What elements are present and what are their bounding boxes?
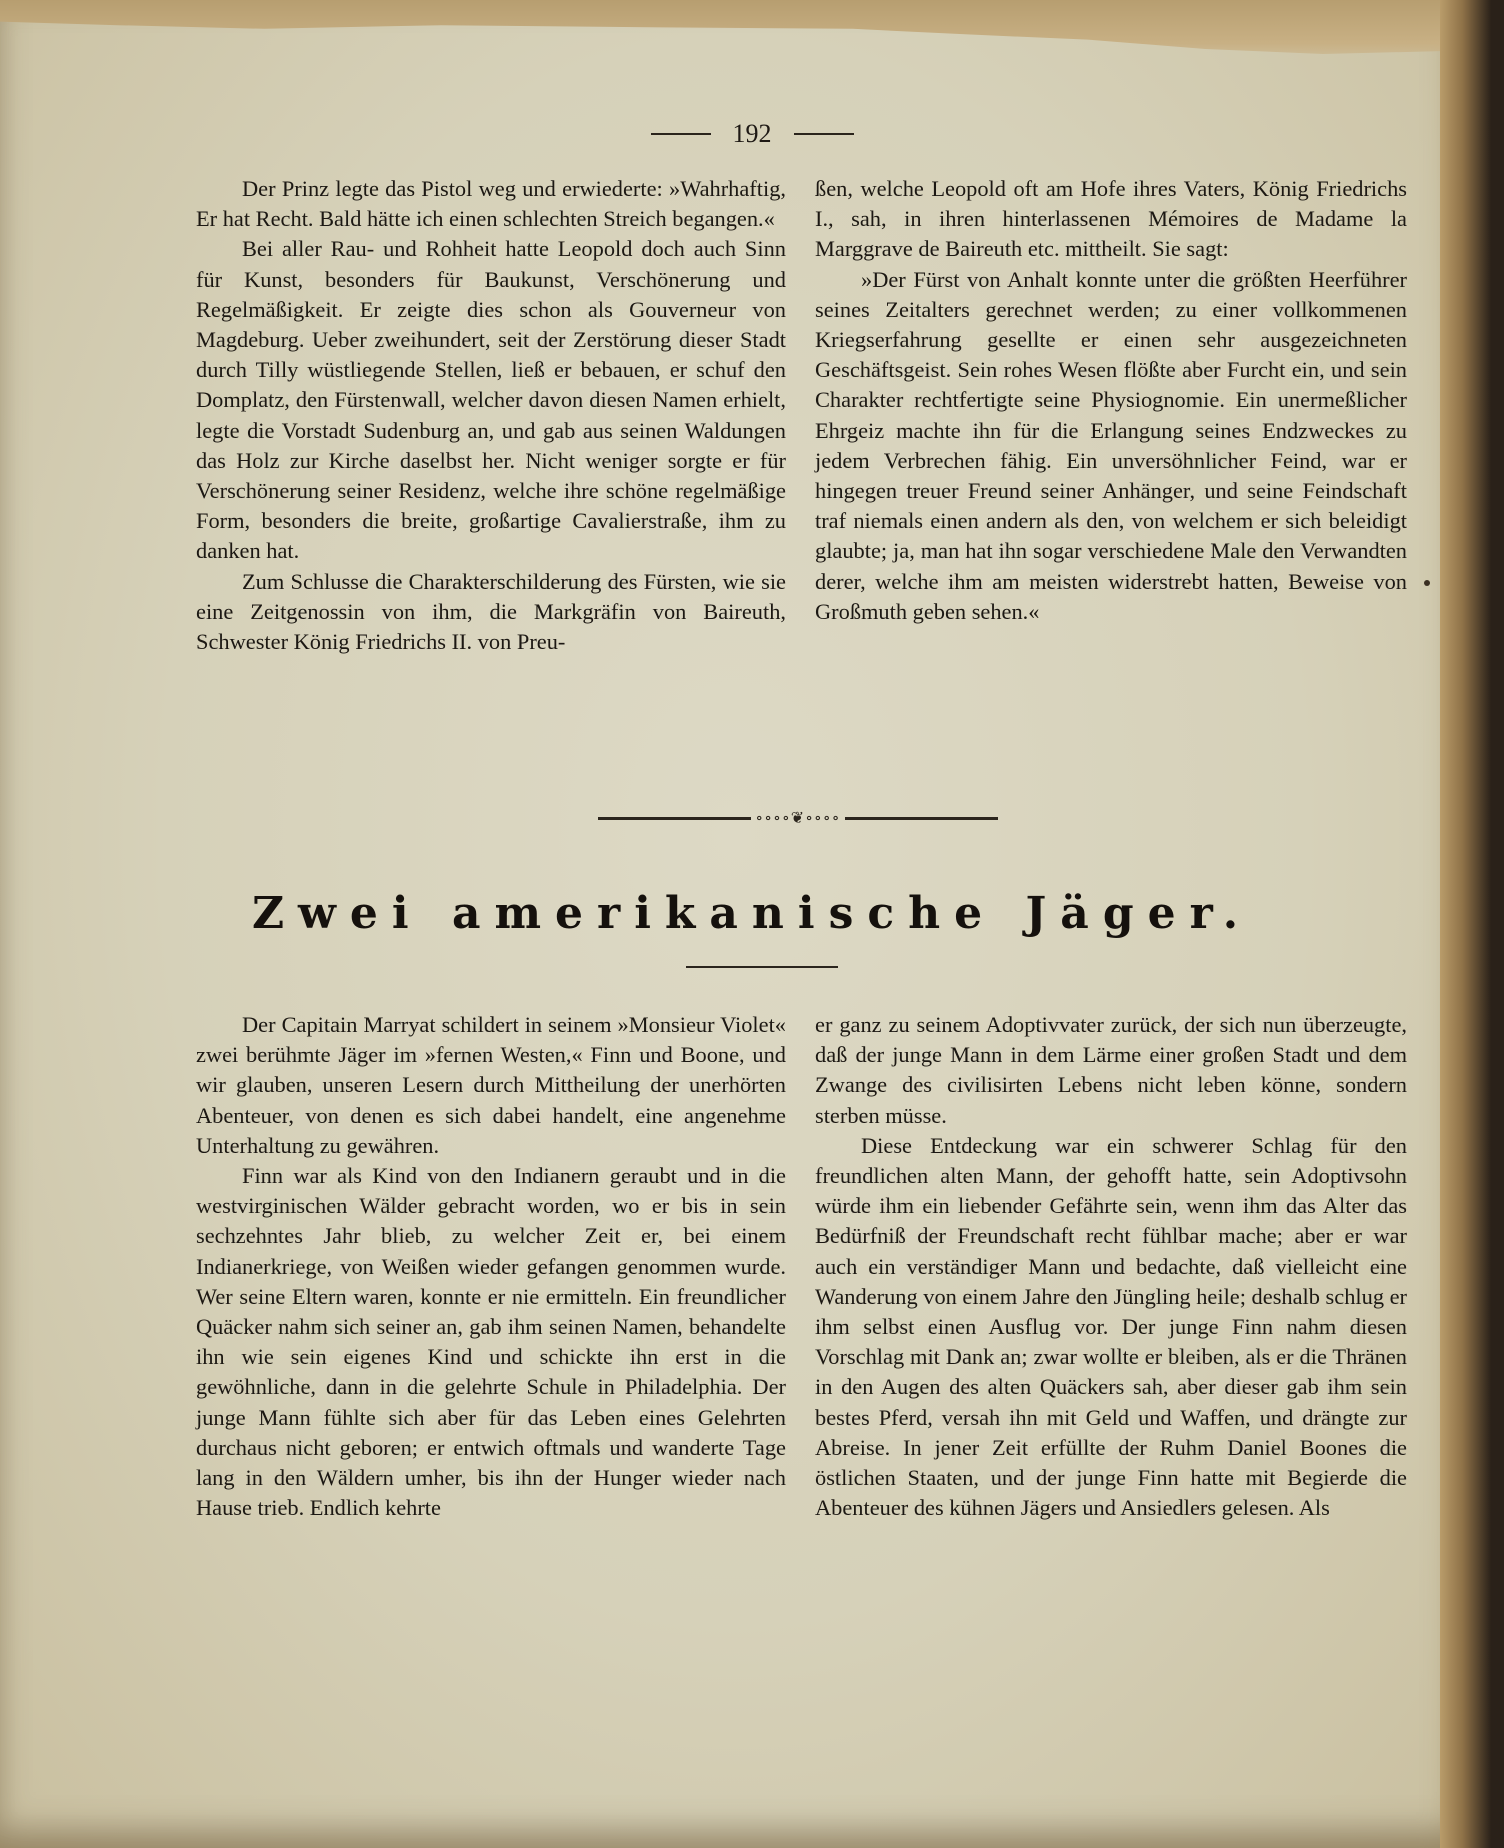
section-ornament [598,808,998,828]
paragraph: er ganz zu seinem Adoptivvater zurück, der sich nun überzeugte, daß der junge Mann in dem Lärme einer großen Stadt und dem Zwange des civilisirten Lebens nicht leben könne, sondern sterben müsse. [815,1012,1407,1128]
article1-column-right [815,174,1407,627]
ink-speck [1424,580,1430,586]
paragraph: Finn war als Kind von den Indianern geraubt und in die westvirginischen Wälder gebracht worden, wo er bis in sein sechzehntes Jahr blieb, zu welcher Zeit er, bei einem Indianerkriege, von Weißen wieder gefangen genommen wurde. Wer seine Eltern waren, konnte er nie ermitteln. Ein freundlicher Quäcker nahm sich seiner an, gab ihm seinen Namen, behandelte ihn wie sein eigenes Kind und schickte ihn erst in die gewöhnliche, dann in die gelehrte Schule in Philadelphia. Der junge Mann fühlte sich aber für das Leben eines Gelehrten durchaus nicht geboren; er entwich oftmals und wanderte Tage lang in den Wäldern umher, bis ihn der Hunger wieder nach Hause trieb. Endlich kehrte [196,1163,786,1521]
header-rule-left [651,133,711,135]
article2-column-left [196,1010,786,1523]
paragraph: Bei aller Rau- und Rohheit hatte Leopold doch auch Sinn für Kunst, besonders für Baukunst, Verschönerung und Regelmäßigkeit. Er zeigte dies schon als Gouverneur von Magdeburg. Ueber zweihundert, seit der Zerstörung dieser Stadt durch Tilly wüstliegende Stellen, ließ er bebauen, er schuf den Domplatz, den Fürstenwall, welcher davon diesen Namen erhielt, legte die Vorstadt Sudenburg an, und gab aus seinen Waldungen das Holz zur Kirche daselbst her. Nicht weniger sorgte er für Verschönerung seiner Residenz, welche ihre schöne regelmäßige Form, besonders die breite, großartige Cavalierstraße, ihm zu danken hat. [196,236,786,564]
paragraph: Der Prinz legte das Pistol weg und erwiederte: »Wahrhaftig, Er hat Recht. Bald hätte ich einen schlechten Streich begangen.« [196,176,786,232]
paragraph: Der Capitain Marryat schildert in seinem »Monsieur Violet« zwei berühmte Jäger im »fernen Westen,« Finn und Boone, und wir glauben, unseren Lesern durch Mittheilung der unerhörten Abenteuer, von denen es sich dabei handelt, eine angenehme Unterhaltung zu gewähren. [196,1012,786,1158]
ornament-line-left [598,817,751,820]
fleuron-icon: ∘∘∘∘❦∘∘∘∘ [755,810,841,827]
ornament-line-right [845,817,998,820]
title-rule [686,966,838,968]
header-rule-right [794,133,854,135]
torn-page-edge [0,0,1470,72]
article-title: Zwei amerikanische Jäger. [251,888,1253,939]
paragraph: ßen, welche Leopold oft am Hofe ihres Vaters, König Friedrichs I., sah, in ihren hinterlassenen Mémoires de Madame la Marggrave de Baireuth etc. mittheilt. Sie sagt: [815,176,1407,262]
paragraph: »Der Fürst von Anhalt konnte unter die größten Heerführer seines Zeitalters gerechnet werden; zu einer vollkommenen Kriegserfahrung gesellte er einen sehr ausgezeichneten Geschäftsgeist. Sein rohes Wesen flößte aber Furcht ein, und sein Charakter rechtfertigte seine Physiognomie. Ein unermeßlicher Ehrgeiz machte ihn für die Erlangung seines Endzweckes zu jedem Verbrechen fähig. Ein unversöhnlicher Feind, war er hingegen treuer Freund seiner Anhänger, und seine Feindschaft traf niemals einen andern als den, von welchem er sich beleidigt glaubte; ja, man hat ihn sogar verschiedene Male den Verwandten derer, welche ihm am meisten widerstrebt hatten, Beweise von Großmuth geben sehen.« [815,266,1407,624]
article1-column-left [196,174,786,657]
page-number: 192 [732,119,772,148]
article2-column-right [815,1010,1407,1523]
paragraph: Diese Entdeckung war ein schwerer Schlag für den freundlichen alten Mann, der gehofft hatte, sein Adoptivsohn würde ihm ein liebender Gefährte sein, wenn ihm das Alter das Bedürfniß der Freundschaft recht fühlbar mache; aber er war auch ein verständiger Mann und bedachte, daß vielleicht eine Wanderung von einem Jahre den Jüngling heile; deshalb schlug er ihm selbst einen Ausflug vor. Der junge Finn nahm diesen Vorschlag mit Dank an; zwar wollte er bleiben, als er die Thränen in den Augen des alten Quäckers sah, aber dieser gab ihm sein bestes Pferd, versah ihn mit Geld und Waffen, und drängte zur Abreise. In jener Zeit erfüllte der Ruhm Daniel Boones die östlichen Staaten, und der junge Finn hatte mit Begierde die Abenteuer des kühnen Jägers und Ansiedlers gelesen. Als [815,1132,1408,1521]
paragraph: Zum Schlusse die Charakterschilderung des Fürsten, wie sie eine Zeitgenossin von ihm, die Markgräfin von Baireuth, Schwester König Friedrichs II. von Preu- [196,568,786,655]
page-header [0,114,1504,154]
